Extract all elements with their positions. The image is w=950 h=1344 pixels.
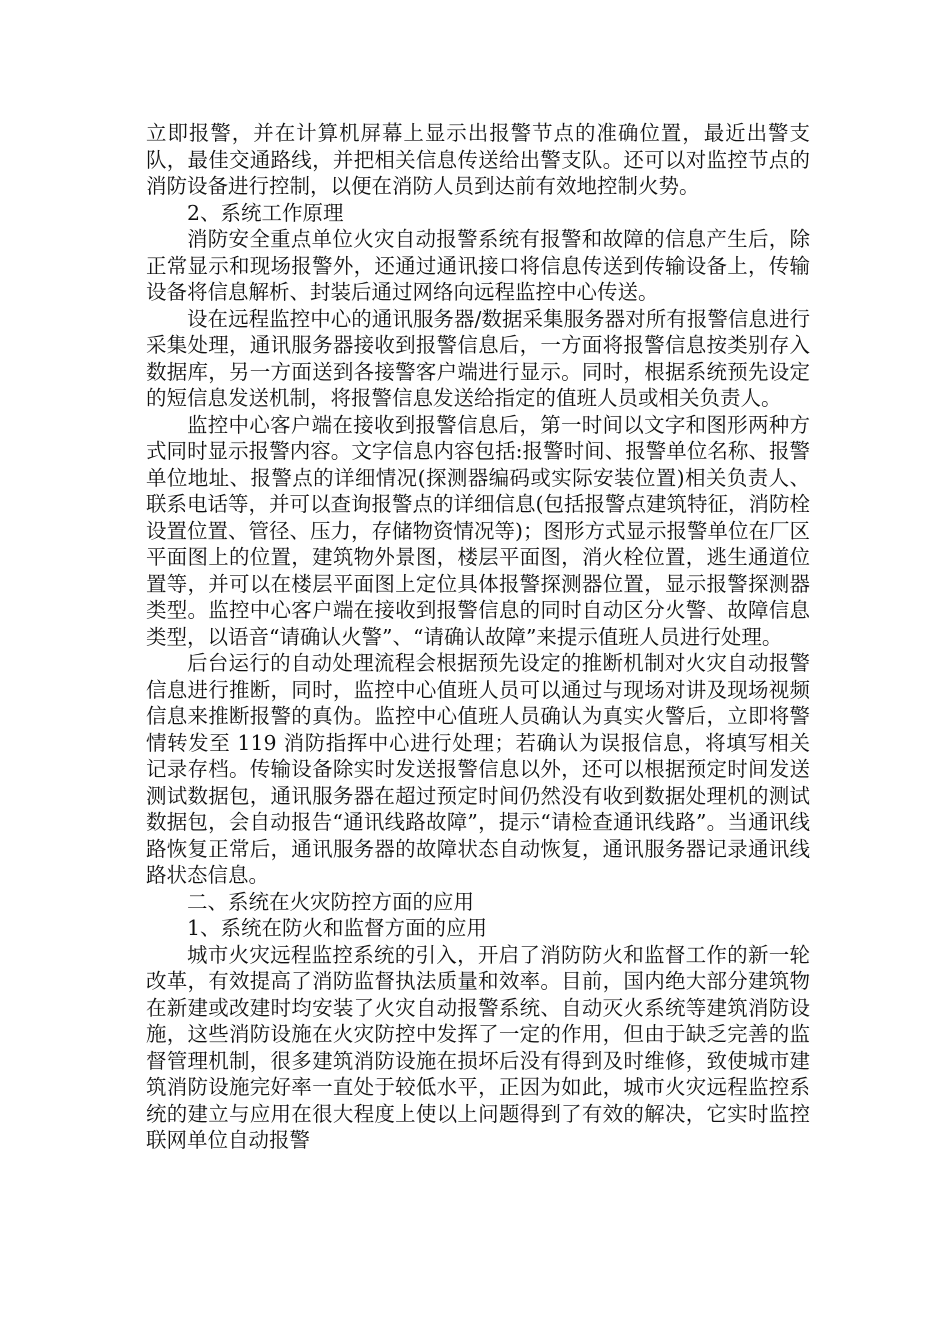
section-heading-applications: 二、系统在火灾防控方面的应用 [187,889,474,914]
paragraph-continuation: 立即报警，并在计算机屏幕上显示出报警节点的准确位置，最近出警支队，最佳交通路线，并把相关信息传送给出警支队。还可以对监控节点的消防设备进行控制，以便在消防人员到达前有效地控制火势。 [146,121,810,198]
paragraph-backend-processing: 后台运行的自动处理流程会根据预先设定的推断机制对火灾自动报警信息进行推断，同时，监控中心值班人员可以通过与现场对讲及现场视频信息来推断报警的真伪。监控中心值班人员确认为真实火警后，立即将警情转发至 119 消防指挥中心进行处理；若确认为误报信息，将填写相关记录存档。传输设备除实时发送报警信息以外，还可以根据预定时间发送测试数据包，通讯服务器在超过预定时间仍然没有收到数据处理机的测试数据包，会自动报告“通讯线路故障”，提示“请检查通讯线路”。当通讯线路恢复正常后，通讯服务器的故障状态自动恢复，通讯服务器记录通讯线路状态信息。 [146,651,810,887]
document-page [146,120,810,1154]
paragraph-server-processing: 设在远程监控中心的通讯服务器/数据采集服务器对所有报警信息进行采集处理，通讯服务器接收到报警信息后，一方面将报警信息按类别存入数据库，另一方面送到各接警客户端进行显示。同时，根据系统预先设定的短信息发送机制，将报警信息发送给指定的值班人员或相关负责人。 [146,306,810,410]
section-heading-working-principle: 2、系统工作原理 [187,200,344,225]
paragraph-remote-monitoring-intro: 城市火灾远程监控系统的引入，开启了消防防火和监督工作的新一轮改革，有效提高了消防监督执法质量和效率。目前，国内绝大部分建筑物在新建或改建时均安装了火灾自动报警系统、自动灭火系统等建筑消防设施，这些消防设施在火灾防控中发挥了一定的作用，但由于缺乏完善的监督管理机制，很多建筑消防设施在损坏后没有得到及时维修，致使城市建筑消防设施完好率一直处于较低水平，正因为如此，城市火灾远程监控系统的建立与应用在很大程度上使以上问题得到了有效的解决，它实时监控联网单位自动报警 [146,942,810,1152]
paragraph-client-display: 监控中心客户端在接收到报警信息后，第一时间以文字和图形两种方式同时显示报警内容。文字信息内容包括:报警时间、报警单位名称、报警单位地址、报警点的详细情况(探测器编码或实际安装位置)相关负责人、联系电话等，并可以查询报警点的详细信息(包括报警点建筑特征，消防栓设置位置、管径、压力，存储物资情况等)；图形方式显示报警单位在厂区平面图上的位置，建筑物外景图，楼层平面图，消火栓位置，逃生通道位置等，并可以在楼层平面图上定位具体报警探测器位置，显示报警探测器类型。监控中心客户端在接收到报警信息的同时自动区分火警、故障信息类型，以语音“请确认火警”、“请确认故障”来提示值班人员进行处理。 [146,412,810,649]
subsection-heading-fire-supervision: 1、系统在防火和监督方面的应用 [187,916,488,940]
paragraph-signal-transmission: 消防安全重点单位火灾自动报警系统有报警和故障的信息产生后，除正常显示和现场报警外，还通过通讯接口将信息传送到传输设备上，传输设备将信息解析、封装后通过网络向远程监控中心传送。 [146,227,810,304]
